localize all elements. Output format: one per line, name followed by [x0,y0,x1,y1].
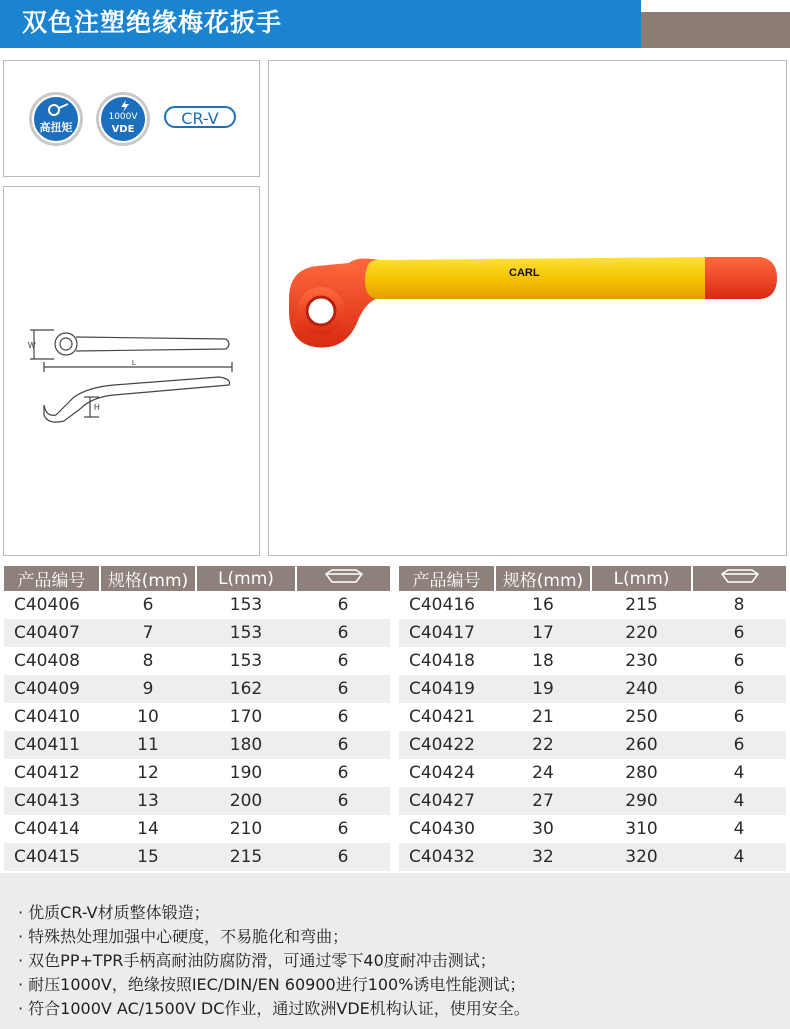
vde-label: VDE [111,124,135,135]
w-dimension-label: W [28,341,36,350]
table-row [399,843,786,871]
package-qty-cell: 6 [692,647,786,675]
length-cell: 153 [196,647,296,675]
col-package [692,566,786,591]
package-qty-cell: 6 [296,843,390,871]
table-row [399,703,786,731]
voltage-label: 1000V [108,112,138,122]
feature-list [18,901,530,1021]
package-qty-cell: 6 [296,591,390,619]
package-qty-cell: 6 [296,703,390,731]
feature-item: · 符合1000V AC/1500V DC作业，通过欧洲VDE机构认证，使用安全。 [18,997,530,1021]
product-photo-panel [268,60,787,556]
table-row [4,647,390,675]
brand-logo: CARL [509,267,540,279]
package-qty-cell: 6 [296,759,390,787]
package-qty-cell: 6 [692,703,786,731]
table-row [399,759,786,787]
product-code-cell: C40410 [4,703,100,731]
product-code-cell: C40412 [4,759,100,787]
high-torque-badge [29,92,83,146]
size-cell: 12 [100,759,196,787]
length-cell: 215 [196,843,296,871]
feature-item: · 优质CR-V材质整体锻造； [18,901,530,925]
package-qty-cell: 6 [296,619,390,647]
product-code-cell: C40432 [399,843,495,871]
spec-table-left-body [4,591,390,871]
product-code-cell: C40411 [4,731,100,759]
table-row [399,591,786,619]
size-cell: 13 [100,787,196,815]
product-code-cell: C40424 [399,759,495,787]
lightning-icon [120,100,130,112]
length-cell: 320 [591,843,692,871]
l-dimension-label: L [132,360,136,367]
table-row [399,815,786,843]
package-qty-cell: 4 [692,815,786,843]
package-qty-cell: 6 [296,731,390,759]
size-cell: 11 [100,731,196,759]
table-row [4,675,390,703]
length-cell: 250 [591,703,692,731]
h-dimension-label: H [94,403,100,412]
table-row [4,815,390,843]
length-cell: 153 [196,619,296,647]
product-code-cell: C40409 [4,675,100,703]
size-cell: 14 [100,815,196,843]
size-cell: 6 [100,591,196,619]
feature-item: · 特殊热处理加强中心硬度，不易脆化和弯曲； [18,925,530,949]
package-qty-cell: 4 [692,759,786,787]
package-qty-cell: 6 [692,675,786,703]
package-qty-cell: 4 [692,843,786,871]
length-cell: 240 [591,675,692,703]
wrench-dimension-diagram [4,187,259,555]
table-row [4,619,390,647]
length-cell: 220 [591,619,692,647]
table-row [399,731,786,759]
table-row [4,843,390,871]
spec-table-right [399,566,786,871]
high-torque-label: 高扭矩 [39,121,73,134]
product-code-cell: C40417 [399,619,495,647]
package-qty-cell: 6 [296,815,390,843]
table-row [399,787,786,815]
table-row [4,703,390,731]
product-code-cell: C40416 [399,591,495,619]
size-cell: 19 [495,675,591,703]
length-cell: 280 [591,759,692,787]
length-cell: 190 [196,759,296,787]
torque-icon [46,102,70,116]
col-size: 规格(mm) [495,566,591,591]
dimension-diagram-panel [3,186,260,556]
col-size: 规格(mm) [100,566,196,591]
length-cell: 170 [196,703,296,731]
feature-badges-panel [3,60,260,177]
col-length: L(mm) [196,566,296,591]
size-cell: 22 [495,731,591,759]
length-cell: 260 [591,731,692,759]
package-qty-cell: 6 [296,647,390,675]
length-cell: 230 [591,647,692,675]
table-row [399,675,786,703]
table-row [4,731,390,759]
size-cell: 9 [100,675,196,703]
table-row [399,647,786,675]
package-qty-cell: 6 [296,787,390,815]
length-cell: 153 [196,591,296,619]
page-title: 双色注塑绝缘梅花扳手 [22,8,283,37]
table-row [4,787,390,815]
package-qty-cell: 6 [296,675,390,703]
length-cell: 210 [196,815,296,843]
product-code-cell: C40415 [4,843,100,871]
spec-table-left [4,566,390,871]
length-cell: 180 [196,731,296,759]
insulated-ring-wrench-image [269,61,786,555]
size-cell: 18 [495,647,591,675]
cr-v-material-badge: CR-V [164,106,236,128]
size-cell: 32 [495,843,591,871]
spec-table-right-body [399,591,786,871]
product-code-cell: C40422 [399,731,495,759]
length-cell: 290 [591,787,692,815]
col-product-code: 产品编号 [399,566,495,591]
product-code-cell: C40419 [399,675,495,703]
feature-notes [0,873,790,1029]
page-header [0,0,790,50]
package-box-icon [322,568,366,584]
package-box-icon [718,568,762,584]
package-qty-cell: 6 [692,619,786,647]
col-product-code: 产品编号 [4,566,100,591]
size-cell: 21 [495,703,591,731]
product-code-cell: C40413 [4,787,100,815]
col-package [296,566,390,591]
size-cell: 7 [100,619,196,647]
size-cell: 24 [495,759,591,787]
length-cell: 200 [196,787,296,815]
size-cell: 17 [495,619,591,647]
package-qty-cell: 4 [692,787,786,815]
product-code-cell: C40406 [4,591,100,619]
size-cell: 10 [100,703,196,731]
package-qty-cell: 6 [692,731,786,759]
length-cell: 310 [591,815,692,843]
product-code-cell: C40407 [4,619,100,647]
size-cell: 30 [495,815,591,843]
size-cell: 8 [100,647,196,675]
product-code-cell: C40418 [399,647,495,675]
table-row [4,759,390,787]
header-grey-bar [641,12,790,48]
product-code-cell: C40421 [399,703,495,731]
col-length: L(mm) [591,566,692,591]
feature-item: · 双色PP+TPR手柄高耐油防腐防滑，可通过零下40度耐冲击测试； [18,949,530,973]
size-cell: 16 [495,591,591,619]
table-row [399,619,786,647]
product-code-cell: C40430 [399,815,495,843]
product-code-cell: C40427 [399,787,495,815]
length-cell: 162 [196,675,296,703]
product-code-cell: C40408 [4,647,100,675]
product-code-cell: C40414 [4,815,100,843]
size-cell: 27 [495,787,591,815]
vde-1000v-badge [96,92,150,146]
table-row [4,591,390,619]
size-cell: 15 [100,843,196,871]
package-qty-cell: 8 [692,591,786,619]
length-cell: 215 [591,591,692,619]
feature-item: · 耐压1000V，绝缘按照IEC/DIN/EN 60900进行100%诱电性能测试； [18,973,530,997]
